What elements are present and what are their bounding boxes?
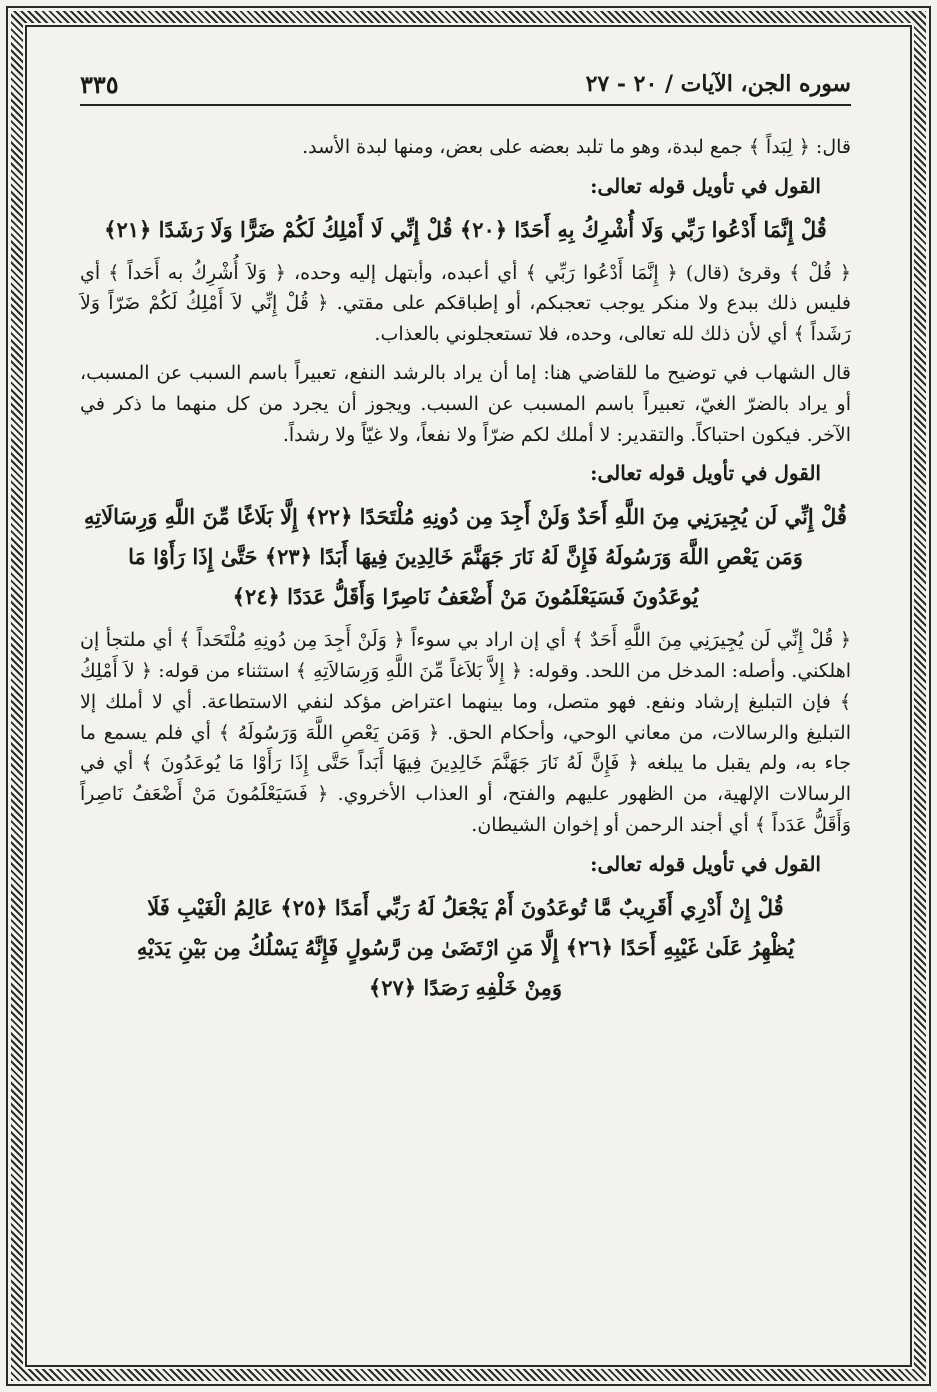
page-number: ٣٣٥: [80, 69, 119, 99]
section-heading: القول في تأويل قوله تعالى:: [590, 851, 821, 876]
commentary-paragraph: ﴿ قُلْ ﴾ وقرئ (قال) ﴿ إِنَّمَا أَدْعُوا رَبِّي ﴾ أي أعبده، وأبتهل إليه وحده، ﴿ وَلاَ أُشْرِكُ به أَحَداً ﴾ أي فليس ذلك ببدع ولا منكر يوجب تعجبكم، أو إطباقكم على مقتي. ﴿ قُلْ إِنِّي لاَ أَمْلِكُ لَكُمْ ضَرّاً وَلاَ رَشَداً ﴾ أي لأن ذلك لله تعالى، وحده، فلا تستعجلوني بالعذاب.: [80, 261, 851, 346]
page-content: [80, 132, 851, 1016]
quran-verse-block: [80, 888, 851, 1008]
quran-verse-line: يُظْهِرُ عَلَىٰ غَيْبِهِ أَحَدًا ﴿٢٦﴾ إِلَّا مَنِ ارْتَضَىٰ مِن رَّسُولٍ فَإِنَّهُ يَسْلُكُ مِن بَيْنِ يَدَيْهِ: [136, 934, 795, 960]
quran-verse-line: قُلْ إِنِّي لَن يُجِيرَنِي مِنَ اللَّهِ أَحَدٌ وَلَنْ أَجِدَ مِن دُونِهِ مُلْتَحَدًا ﴿٢٢﴾ إِلَّا بَلَاغًا مِّنَ اللَّهِ وَرِسَالَاتِهِ: [84, 504, 847, 530]
commentary-paragraph: ﴿ قُلْ إِنِّي لَن يُجِيرَنِي مِنَ اللَّهِ أَحَدٌ ﴾ أي إن اراد بي سوءاً ﴿ وَلَنْ أَجِدَ مِن دُونِهِ مُلْتَحَداً ﴾ أي ملتجأ إن اهلكني. وأصله: المدخل من اللحد. وقوله: ﴿ إِلاَّ بَلاَغاً مِّنَ اللَّهِ وَرِسَالاَتِهِ ﴾ استثناء من قوله: ﴿ لاَ أَمْلِكُ ﴾ فإن التبليغ إرشاد ونفع. فهو متصل، وما بينهما اعتراض مؤكد لنفي الاستطاعة. أي لا أملك إلا التبليغ والرسالات، من معاني الوحي، وأحكام الحق. ﴿ وَمَن يَعْصِ اللَّهَ وَرَسُولَهُ ﴾ أي فلم يسمع ما جاء به، ولم يقبل ما يبلغه ﴿ فَإِنَّ لَهُ نَارَ جَهَنَّمَ خَالِدِينَ فِيهَا أَبَداً حَتَّى إِذَا رَأَوْا مَا يُوعَدُونَ ﴾ أي في الرسالات الإلهية، من الظهور عليهم والفتح، أو العذاب الأخروي. ﴿ فَسَيَعْلَمُونَ مَنْ أَضْعَفُ نَاصِراً وَأَقَلُّ عَدَداً ﴾ أي أجند الرحمن أو إخوان الشيطان.: [80, 629, 851, 836]
quran-verse-line: قُلْ إِنْ أَدْرِي أَقَرِيبٌ مَّا تُوعَدُونَ أَمْ يَجْعَلُ لَهُ رَبِّي أَمَدًا ﴿٢٥﴾ عَالِمُ الْغَيْبِ فَلَا: [147, 894, 784, 920]
section-heading: القول في تأويل قوله تعالى:: [590, 173, 821, 198]
quran-verse-line: وَمَن يَعْصِ اللَّهَ وَرَسُولَهُ فَإِنَّ لَهُ نَارَ جَهَنَّمَ خَالِدِينَ فِيهَا أَبَدًا ﴿٢٣﴾ حَتَّىٰ إِذَا رَأَوْا مَا: [128, 544, 803, 570]
quran-verse-line: وَمِنْ خَلْفِهِ رَصَدًا ﴿٢٧﴾: [368, 974, 563, 1000]
page-header: [80, 64, 851, 106]
quran-verse-block: [80, 497, 851, 617]
running-title: سوره الجن، الآيات / ٢٠ - ٢٧: [585, 71, 851, 97]
quran-verse-line: يُوعَدُونَ فَسَيَعْلَمُونَ مَنْ أَضْعَفُ نَاصِرًا وَأَقَلُّ عَدَدًا ﴿٢٤﴾: [232, 584, 699, 610]
commentary-paragraph: قال الشهاب في توضيح ما للقاضي هنا: إما أن يراد بالرشد النفع، تعبيراً باسم السبب عن المسبب، أو يراد بالضرّ الغيّ، تعبيراً باسم المسبب عن السبب. ويجوز أن يجرد من كل منهما ما ذكر في الآخر. فيكون احتباكاً. والتقدير: لا أملك لكم ضرّاً ولا نفعاً، ولا غيّاً ولا رشداً.: [80, 361, 851, 446]
section-heading: القول في تأويل قوله تعالى:: [590, 461, 821, 486]
quran-verse: قُلْ إِنَّمَا أَدْعُوا رَبِّي وَلَا أُشْرِكُ بِهِ أَحَدًا ﴿٢٠﴾ قُلْ إِنِّي لَا أَمْلِكُ لَكُمْ ضَرًّا وَلَا رَشَدًا ﴿٢١﴾: [104, 216, 827, 242]
intro-paragraph: قال: ﴿ لِبَداً ﴾ جمع لبدة، وهو ما تلبد بعضه على بعض، ومنها لبدة الأسد.: [302, 136, 851, 158]
